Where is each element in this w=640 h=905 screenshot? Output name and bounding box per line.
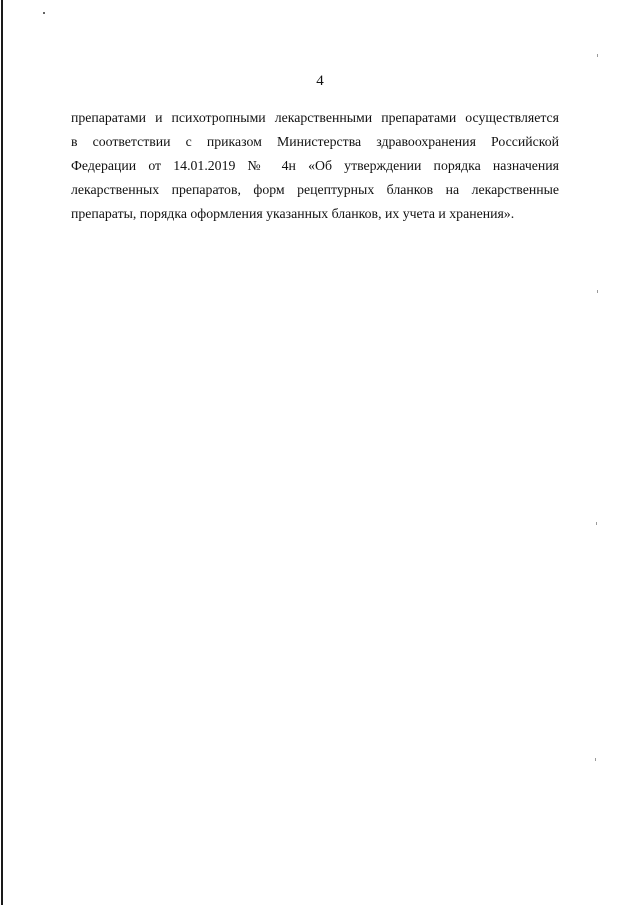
paragraph-line: в соответствии с приказом Министерства здравоохранения Российской bbox=[71, 134, 559, 149]
scan-edge-line bbox=[1, 0, 3, 905]
paragraph-line: препаратами и психотропными лекарственными препаратами осуществляется bbox=[71, 110, 559, 125]
scan-speck bbox=[597, 290, 598, 293]
scan-speck bbox=[595, 758, 596, 761]
paragraph-line: лекарственных препаратов, форм рецептурных бланков на лекарственные bbox=[71, 182, 559, 197]
scan-speck bbox=[597, 54, 598, 57]
paragraph-line: препараты, порядка оформления указанных бланков, их учета и хранения». bbox=[71, 206, 515, 221]
scan-dot bbox=[43, 12, 45, 14]
body-paragraph bbox=[71, 106, 559, 226]
scan-speck bbox=[596, 522, 597, 525]
paragraph-line: Федерации от 14.01.2019 № 4н «Об утверждении порядка назначения bbox=[71, 158, 559, 173]
page-number: 4 bbox=[316, 73, 324, 89]
